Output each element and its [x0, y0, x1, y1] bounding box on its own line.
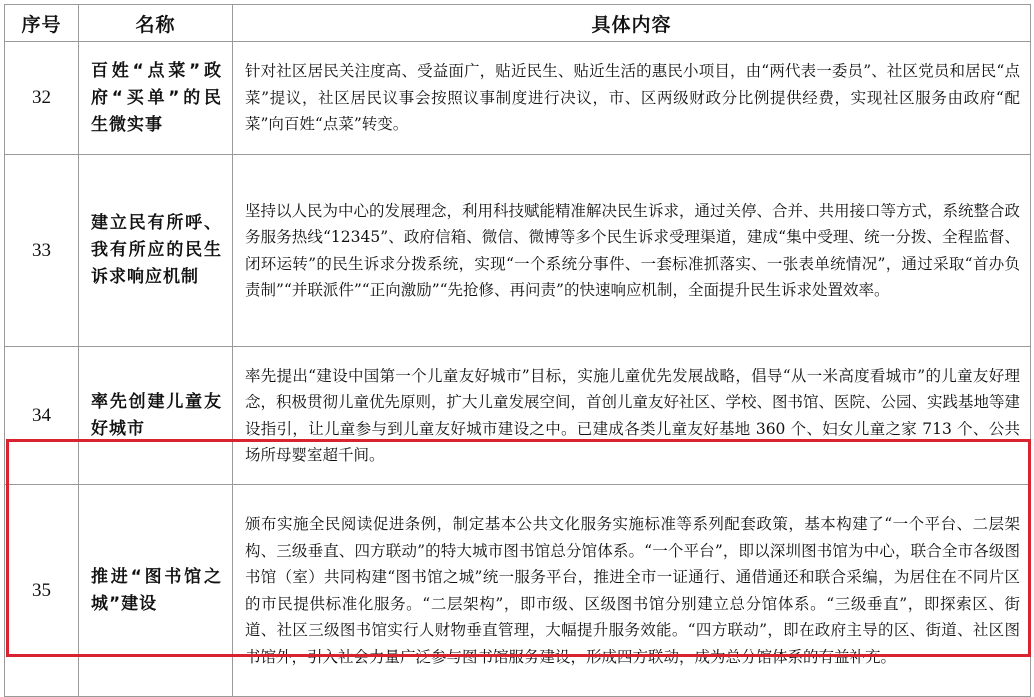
table-row [5, 42, 1031, 155]
table-row-highlighted [5, 485, 1031, 697]
policy-table [4, 4, 1031, 697]
header-name: 名称 [79, 5, 233, 42]
row-name: 推进“图书馆之城”建设 [79, 485, 233, 697]
row-content: 颁布实施全民阅读促进条例，制定基本公共文化服务实施标准等系列配套政策，基本构建了“一个平台、二层架构、三级垂直、四方联动”的特大城市图书馆总分馆体系。“一个平台”，即以深圳图书馆为中心，联合全市各级图书馆（室）共同构建“图书馆之城”统一服务平台，推进全市一证通行、通借通还和联合采编，为居住在不同片区的市民提供标准化服务。“二层架构”，即市级、区级图书馆分别建立总分馆体系。“三级垂直”，即探索区、街道、社区三级图书馆实行人财物垂直管理，大幅提升服务效能。“四方联动”，即在政府主导的区、街道、社区图书馆外，引入社会力量广泛参与图书馆服务建设，形成四方联动，成为总分馆体系的有益补充。 [233, 485, 1031, 697]
header-content: 具体内容 [233, 5, 1031, 42]
table-row [5, 347, 1031, 485]
row-number: 32 [5, 42, 79, 155]
row-content: 针对社区居民关注度高、受益面广，贴近民生、贴近生活的惠民小项目，由“两代表一委员”、社区党员和居民“点菜”提议，社区居民议事会按照议事制度进行决议，市、区两级财政分比例提供经费，实现社区服务由政府“配菜”向百姓“点菜”转变。 [233, 42, 1031, 155]
policy-table-container [4, 4, 1030, 697]
row-name: 百姓“点菜”政府“买单”的民生微实事 [79, 42, 233, 155]
row-content: 率先提出“建设中国第一个儿童友好城市”目标，实施儿童优先发展战略，倡导“从一米高度看城市”的儿童友好理念，积极贯彻儿童优先原则，扩大儿童发展空间，首创儿童友好社区、学校、图书馆、医院、公园、实践基地等建设指引，让儿童参与到儿童友好城市建设之中。已建成各类儿童友好基地 360 个、妇女儿童之家 713 个、公共场所母婴室超千间。 [233, 347, 1031, 485]
row-number: 33 [5, 155, 79, 347]
row-number: 35 [5, 485, 79, 697]
row-name: 建立民有所呼、我有所应的民生诉求响应机制 [79, 155, 233, 347]
row-name: 率先创建儿童友好城市 [79, 347, 233, 485]
header-no: 序号 [5, 5, 79, 42]
table-header-row [5, 5, 1031, 42]
table-row [5, 155, 1031, 347]
row-content: 坚持以人民为中心的发展理念，利用科技赋能精准解决民生诉求，通过关停、合并、共用接口等方式，系统整合政务服务热线“12345”、政府信箱、微信、微博等多个民生诉求受理渠道，建成“集中受理、统一分拨、全程监督、闭环运转”的民生诉求分拨系统，实现“一个系统分事件、一套标准抓落实、一张表单统情况”，通过采取“首办负责制”“并联派件”“正向激励”“先抢修、再问责”的快速响应机制，全面提升民生诉求处置效率。 [233, 155, 1031, 347]
row-number: 34 [5, 347, 79, 485]
